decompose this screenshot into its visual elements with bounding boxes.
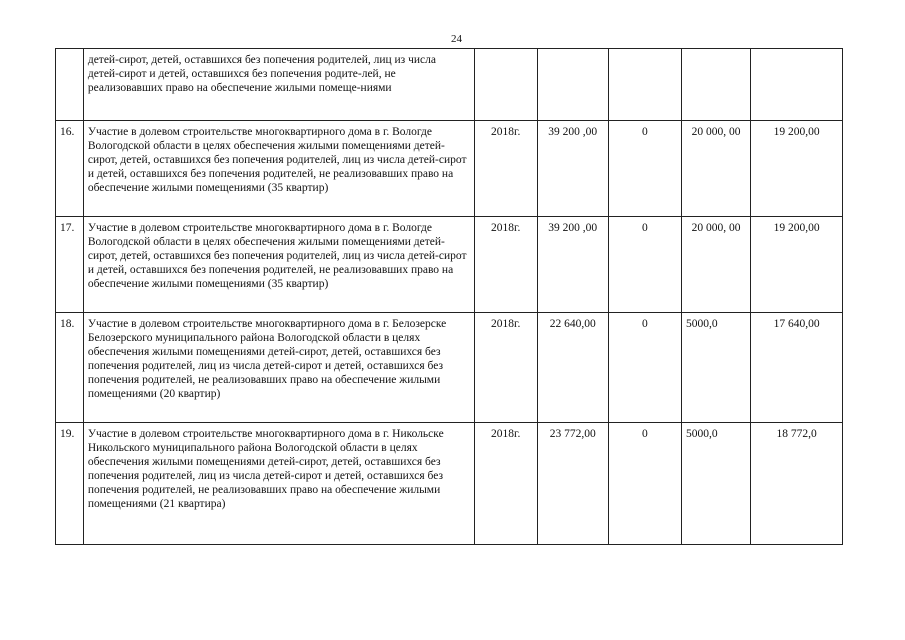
- cell-part: 20 000, 00: [682, 121, 751, 217]
- cell-year: 2018г.: [474, 313, 537, 423]
- table-row: [56, 313, 843, 423]
- cell-total: 39 200 ,00: [537, 217, 608, 313]
- cell-part: 5000,0: [682, 423, 751, 545]
- cell-part: [682, 49, 751, 121]
- cell-number: 17.: [56, 217, 84, 313]
- cell-rest: [751, 49, 843, 121]
- cell-description: Участие в долевом строительстве многоквартирного дома в г. Вологде Вологодской области в целях обеспечения жилыми помещениями детей-сирот, детей, оставшихся без попечения родителей, лиц из числа детей-сирот и детей, оставшихся без попечения родителей, не реализовавших право на обеспечение жилыми помещениями (35 квартир): [83, 217, 474, 313]
- cell-number: 18.: [56, 313, 84, 423]
- table-row: [56, 217, 843, 313]
- page-number: 24: [451, 33, 462, 45]
- cell-number: 16.: [56, 121, 84, 217]
- cell-rest: 19 200,00: [751, 217, 843, 313]
- table-row: [56, 121, 843, 217]
- table-row: [56, 423, 843, 545]
- cell-part: 5000,0: [682, 313, 751, 423]
- cell-description: детей-сирот, детей, оставшихся без попечения родителей, лиц из числа детей-сирот и детей, оставшихся без попечения родите-лей, не реализовавших право на обеспечение жилыми помеще-ниями: [83, 49, 474, 121]
- cell-year: 2018г.: [474, 423, 537, 545]
- cell-rest: 17 640,00: [751, 313, 843, 423]
- cell-total: 22 640,00: [537, 313, 608, 423]
- cell-total: 39 200 ,00: [537, 121, 608, 217]
- cell-number: 19.: [56, 423, 84, 545]
- cell-year: 2018г.: [474, 217, 537, 313]
- cell-total: [537, 49, 608, 121]
- cell-zero: 0: [608, 423, 681, 545]
- program-table: [55, 48, 843, 545]
- cell-zero: 0: [608, 313, 681, 423]
- cell-rest: 18 772,0: [751, 423, 843, 545]
- cell-year: [474, 49, 537, 121]
- cell-number: [56, 49, 84, 121]
- cell-year: 2018г.: [474, 121, 537, 217]
- cell-zero: 0: [608, 217, 681, 313]
- cell-total: 23 772,00: [537, 423, 608, 545]
- cell-description: Участие в долевом строительстве многоквартирного дома в г. Белозерске Белозерского муниципального района Вологодской области в целях обеспечения жилыми помещениями детей-сирот, детей, оставшихся без попечения родителей, лиц из числа детей-сирот и детей, оставшихся без попечения родителей, не реализовавших право на обеспечение жилыми помещениями (20 квартир): [83, 313, 474, 423]
- cell-part: 20 000, 00: [682, 217, 751, 313]
- cell-description: Участие в долевом строительстве многоквартирного дома в г. Никольске Никольского муниципального района Вологодской области в целях обеспечения жилыми помещениями детей-сирот, детей, оставшихся без попечения родителей, лиц из числа детей-сирот и детей, оставшихся без попечения родителей, не реализовавших право на обеспечение жилыми помещениями (21 квартира): [83, 423, 474, 545]
- cell-rest: 19 200,00: [751, 121, 843, 217]
- cell-description: Участие в долевом строительстве многоквартирного дома в г. Вологде Вологодской области в целях обеспечения жилыми помещениями детей-сирот, детей, оставшихся без попечения родителей, лиц из числа детей-сирот и детей, оставшихся без попечения родителей, не реализовавших право на обеспечение жилыми помещениями (35 квартир): [83, 121, 474, 217]
- cell-zero: 0: [608, 121, 681, 217]
- cell-zero: [608, 49, 681, 121]
- table-row-continuation: [56, 49, 843, 121]
